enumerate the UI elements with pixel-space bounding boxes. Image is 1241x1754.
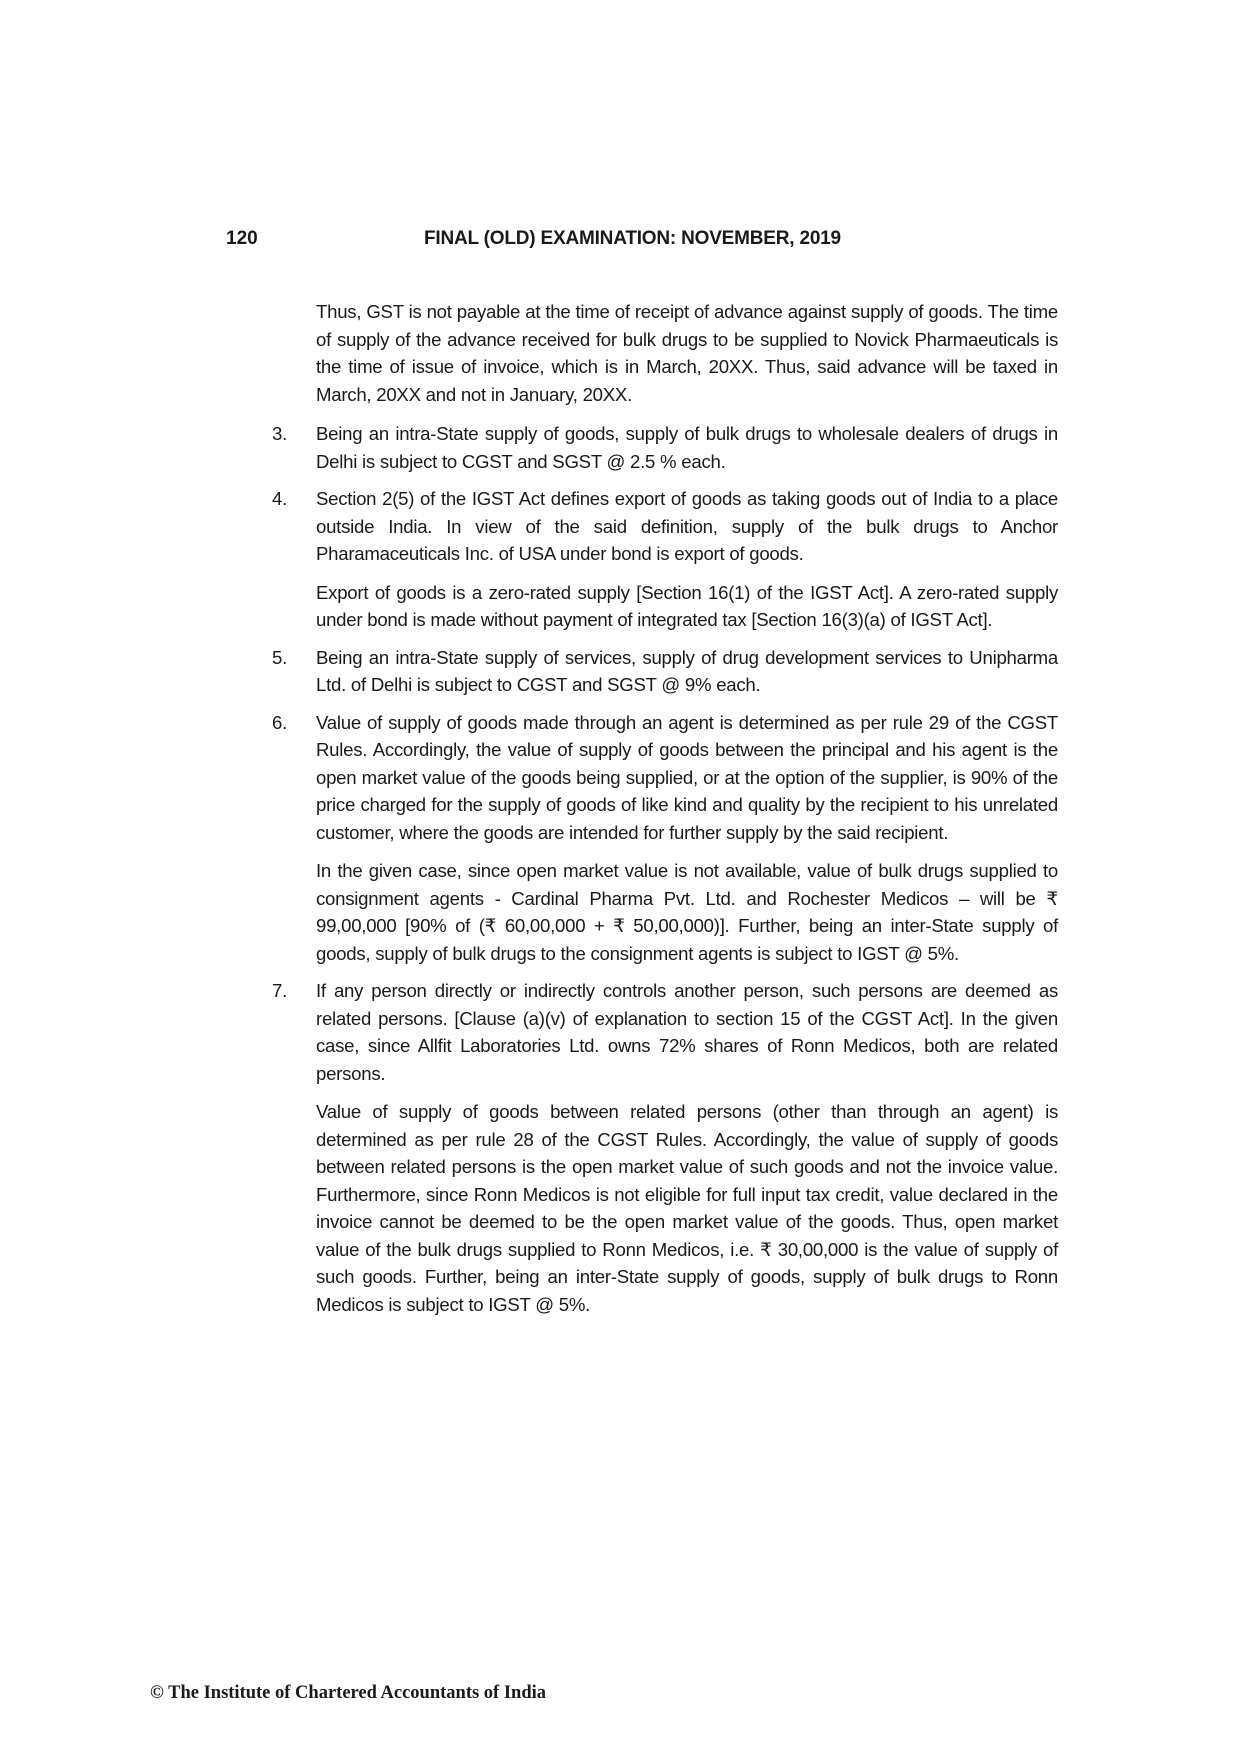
page-number: 120: [226, 228, 258, 249]
item-paragraph: Value of supply of goods between related persons (other than through an agent) is determined as per rule 28 of the CGST Rules. Accordingly, the value of supply of goods between related persons is the open market value of such goods and not the invoice value. Furthermore, since Ronn Medicos is not eligible for full input tax credit, value declared in the invoice cannot be deemed to be the open market value of the goods. Thus, open market value of the bulk drugs supplied to Ronn Medicos, i.e. ₹ 30,00,000 is the value of supply of such goods. Further, being an inter-State supply of goods, supply of bulk drugs to Ronn Medicos is subject to IGST @ 5%.: [316, 1101, 1058, 1315]
item-paragraph: Being an intra-State supply of services, supply of drug development services to Unipharma Ltd. of Delhi is subject to CGST and SGST @ 9% each.: [316, 646, 1058, 695]
list-item-7: [268, 977, 1058, 1318]
page-header: [0, 228, 1241, 258]
item-paragraph: Value of supply of goods made through an agent is determined as per rule 29 of the CGST Rules. Accordingly, the value of supply of goods between the principal and his agent is the open market value of the goods being supplied, or at the option of the supplier, is 90% of the price charged for the supply of goods of like kind and quality by the recipient to his unrelated customer, where the goods are intended for further supply by the said recipient.: [316, 711, 1058, 843]
answer-body: [268, 298, 1058, 1328]
item-paragraph: Being an intra-State supply of goods, supply of bulk drugs to wholesale dealers of drugs in Delhi is subject to CGST and SGST @ 2.5 % each.: [316, 423, 1058, 472]
item-paragraph: Export of goods is a zero-rated supply [Section 16(1) of the IGST Act]. A zero-rated supply under bond is made without payment of integrated tax [Section 16(3)(a) of IGST Act].: [316, 581, 1058, 630]
item-paragraph: In the given case, since open market value is not available, value of bulk drugs supplied to consignment agents - Cardinal Pharma Pvt. Ltd. and Rochester Medicos – will be ₹ 99,00,000 [90% of (₹ 60,00,000 + ₹ 50,00,000)]. Further, being an inter-State supply of goods, supply of bulk drugs to the consignment agents is subject to IGST @ 5%.: [316, 860, 1058, 964]
list-item-3: [268, 420, 1058, 475]
running-title: FINAL (OLD) EXAMINATION: NOVEMBER, 2019: [424, 228, 841, 249]
item-number: 7.: [272, 980, 288, 1001]
list-item-4: [268, 485, 1058, 634]
item-number: 6.: [272, 711, 288, 733]
lead-paragraph: Thus, GST is not payable at the time of receipt of advance against supply of goods. The time of supply of the advance received for bulk drugs to be supplied to Novick Pharmaeuticals is the time of issue of invoice, which is in March, 20XX. Thus, said advance will be taxed in March, 20XX and not in January, 20XX.: [316, 301, 1058, 405]
copyright-footer: © The Institute of Chartered Accountants of India: [150, 1683, 547, 1703]
item-number: 3.: [272, 423, 288, 444]
item-number: 5.: [272, 646, 288, 668]
item-paragraph: Section 2(5) of the IGST Act defines export of goods as taking goods out of India to a place outside India. In view of the said definition, supply of the bulk drugs to Anchor Pharamaceuticals Inc. of USA under bond is export of goods.: [316, 488, 1058, 564]
item-paragraph: If any person directly or indirectly controls another person, such persons are deemed as related persons. [Clause (a)(v) of explanation to section 15 of the CGST Act]. In the given case, since Allfit Laboratories Ltd. owns 72% shares of Ronn Medicos, both are related persons.: [316, 980, 1058, 1084]
item-number: 4.: [272, 488, 288, 509]
list-item-6: [268, 709, 1058, 968]
list-item-5: [268, 644, 1058, 699]
